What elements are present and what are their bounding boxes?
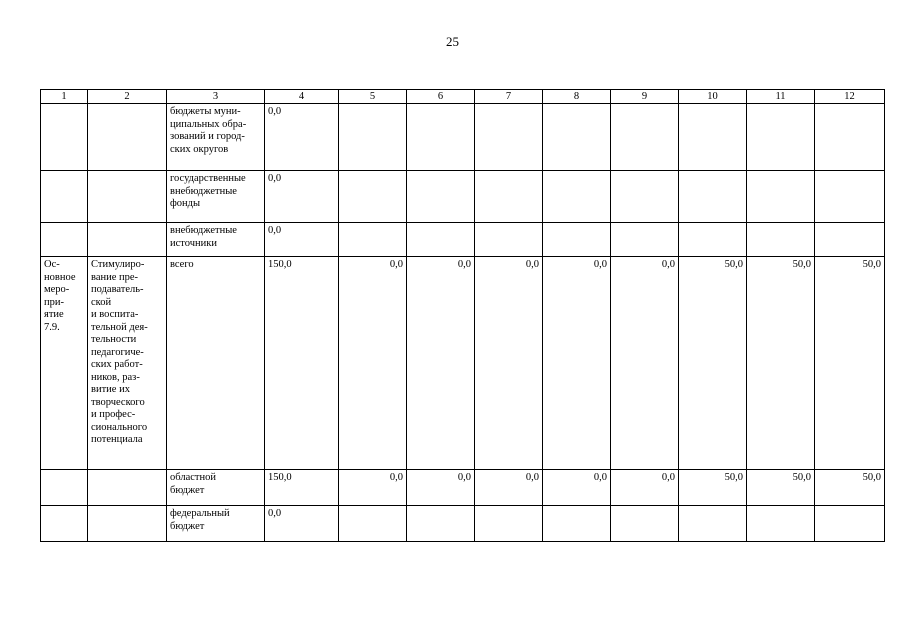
value-cell bbox=[339, 506, 407, 542]
value-cell: 50,0 bbox=[679, 470, 747, 506]
table-row bbox=[41, 171, 885, 223]
value-cell bbox=[815, 171, 885, 223]
page-number: 25 bbox=[446, 34, 459, 49]
column-header: 2 bbox=[88, 90, 167, 104]
activity-number-cell bbox=[41, 506, 88, 542]
value-cell bbox=[679, 223, 747, 257]
value-cell: 50,0 bbox=[815, 470, 885, 506]
activity-number-cell: Ос- новное меро- при- ятие 7.9. bbox=[41, 257, 88, 470]
value-cell: 0,0 bbox=[407, 257, 475, 470]
value-cell bbox=[339, 223, 407, 257]
table-row bbox=[41, 257, 885, 470]
value-cell: 0,0 bbox=[265, 506, 339, 542]
value-cell bbox=[407, 223, 475, 257]
value-cell bbox=[475, 506, 543, 542]
column-header: 1 bbox=[41, 90, 88, 104]
value-cell: 0,0 bbox=[407, 470, 475, 506]
column-header: 3 bbox=[167, 90, 265, 104]
column-header: 6 bbox=[407, 90, 475, 104]
value-cell bbox=[747, 104, 815, 171]
value-cell bbox=[747, 171, 815, 223]
value-cell bbox=[543, 104, 611, 171]
funding-source-cell: бюджеты муни- ципальных обра- зований и город- ских округов bbox=[167, 104, 265, 171]
value-cell: 0,0 bbox=[611, 470, 679, 506]
value-cell: 0,0 bbox=[543, 257, 611, 470]
column-header: 11 bbox=[747, 90, 815, 104]
value-cell bbox=[339, 104, 407, 171]
activity-name-cell bbox=[88, 104, 167, 171]
value-cell bbox=[611, 104, 679, 171]
column-header: 9 bbox=[611, 90, 679, 104]
value-cell bbox=[679, 506, 747, 542]
value-cell: 150,0 bbox=[265, 257, 339, 470]
value-cell: 50,0 bbox=[679, 257, 747, 470]
activity-name-cell: Стимулиро- вание пре- подаватель- ской и воспита- тельной дея- тельности педагогиче- ских работ- ников, раз- витие их творческого и профес- сионального потенциала bbox=[88, 257, 167, 470]
value-cell: 0,0 bbox=[475, 470, 543, 506]
funding-source-cell: внебюджетные источники bbox=[167, 223, 265, 257]
activity-number-cell bbox=[41, 470, 88, 506]
column-header: 4 bbox=[265, 90, 339, 104]
activity-number-cell bbox=[41, 171, 88, 223]
header-row bbox=[41, 90, 885, 104]
column-header: 12 bbox=[815, 90, 885, 104]
column-header: 8 bbox=[543, 90, 611, 104]
value-cell: 0,0 bbox=[265, 223, 339, 257]
value-cell bbox=[611, 506, 679, 542]
value-cell: 0,0 bbox=[475, 257, 543, 470]
value-cell bbox=[543, 223, 611, 257]
value-cell bbox=[475, 171, 543, 223]
value-cell: 0,0 bbox=[265, 104, 339, 171]
value-cell bbox=[407, 104, 475, 171]
activity-name-cell bbox=[88, 223, 167, 257]
table-row bbox=[41, 223, 885, 257]
funding-source-cell: федеральный бюджет bbox=[167, 506, 265, 542]
value-cell bbox=[475, 223, 543, 257]
value-cell: 0,0 bbox=[611, 257, 679, 470]
activity-number-cell bbox=[41, 223, 88, 257]
value-cell bbox=[543, 171, 611, 223]
activity-number-cell bbox=[41, 104, 88, 171]
value-cell: 50,0 bbox=[747, 257, 815, 470]
value-cell bbox=[747, 223, 815, 257]
funding-source-cell: государственные внебюджетные фонды bbox=[167, 171, 265, 223]
value-cell bbox=[611, 223, 679, 257]
table-row bbox=[41, 470, 885, 506]
value-cell bbox=[679, 171, 747, 223]
budget-table bbox=[40, 89, 885, 542]
activity-name-cell bbox=[88, 171, 167, 223]
funding-source-cell: всего bbox=[167, 257, 265, 470]
value-cell bbox=[339, 171, 407, 223]
value-cell bbox=[611, 171, 679, 223]
value-cell bbox=[407, 506, 475, 542]
value-cell: 0,0 bbox=[265, 171, 339, 223]
value-cell bbox=[543, 506, 611, 542]
value-cell bbox=[815, 223, 885, 257]
value-cell bbox=[475, 104, 543, 171]
value-cell: 0,0 bbox=[543, 470, 611, 506]
column-header: 10 bbox=[679, 90, 747, 104]
table-row bbox=[41, 506, 885, 542]
value-cell bbox=[679, 104, 747, 171]
value-cell: 150,0 bbox=[265, 470, 339, 506]
value-cell: 50,0 bbox=[747, 470, 815, 506]
value-cell bbox=[747, 506, 815, 542]
table-row bbox=[41, 104, 885, 171]
value-cell bbox=[815, 506, 885, 542]
value-cell bbox=[407, 171, 475, 223]
funding-source-cell: областной бюджет bbox=[167, 470, 265, 506]
value-cell: 0,0 bbox=[339, 470, 407, 506]
activity-name-cell bbox=[88, 506, 167, 542]
value-cell: 0,0 bbox=[339, 257, 407, 470]
activity-name-cell bbox=[88, 470, 167, 506]
value-cell: 50,0 bbox=[815, 257, 885, 470]
column-header: 5 bbox=[339, 90, 407, 104]
value-cell bbox=[815, 104, 885, 171]
column-header: 7 bbox=[475, 90, 543, 104]
